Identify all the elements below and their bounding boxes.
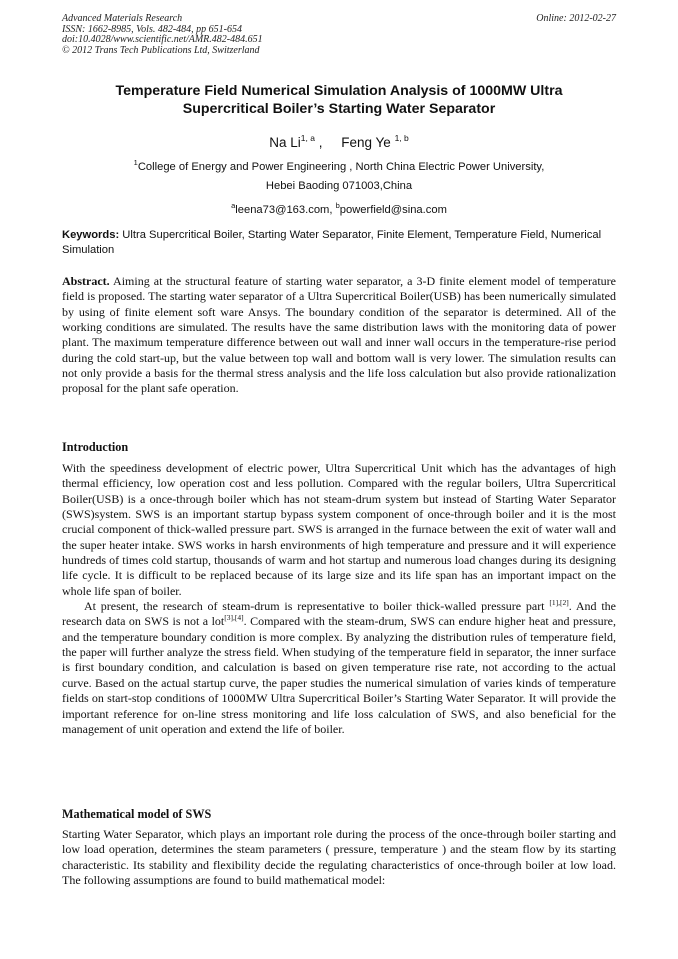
title-line-2: Supercritical Boiler’s Starting Water Separator xyxy=(182,101,496,117)
email-a[interactable]: leena73@163.com, xyxy=(235,204,333,216)
journal-header xyxy=(62,14,616,56)
author-separator: , xyxy=(314,135,323,150)
paper-title xyxy=(62,82,616,118)
intro-paragraph-1: With the speediness development of electric power, Ultra Supercritical Unit which has the advantages of high thermal efficiency, low operation cost and less pollution. Compared with the regular boilers, Ultra Supercritical Boiler(USB) is a once-through boiler which has not steam-drum system but instead of Starting Water Separator (SWS)system. SWS is an important startup bypass system component of once-through boiler and it is the most crucial component of thick-walled pressure part. SWS is arranged in the furnace between the exit of water wall and the super heater intake. SWS works in harsh environments of high temperature and pressure and it will experience hundreds of times cold startup, thousands of warm and hot startup and numerous load changes during its designing life cycle. It is difficult to be replaced because of its large size and its life span has an important impact on the whole life span of boiler. xyxy=(62,461,616,598)
doi-line[interactable]: doi:10.4028/www.scientific.net/AMR.482-484.651 xyxy=(62,34,263,46)
journal-name: Advanced Materials Research xyxy=(62,13,183,24)
abstract-text: Aiming at the structural feature of starting water separator, a 3-D finite element model of temperature field is proposed. The starting water separator of a Ultra Supercritical Boiler(USB) has been numerically simulated by using of finite element soft ware Ansys. The boundary condition of the separator is determined. All of the working conditions are simulated. The results have the same distribution laws with the monitoring data of power plant. The maximum temperature difference between out wall and inner wall occurs in the temperature-rise period during the cold start-up, but the value between top wall and bottom wall is very lower. The simulation results can not only provide a basis for the thermal stress analysis and the life loss calculation but also provide rationalization proposal for the plant safe operation. xyxy=(62,274,616,396)
keywords-label: Keywords: xyxy=(62,229,120,241)
keywords xyxy=(62,228,616,258)
email-b-sup: b xyxy=(335,201,340,210)
citation-3-4: [3],[4] xyxy=(224,613,244,623)
title-line-1: Temperature Field Numerical Simulation Analysis of 1000MW Ultra xyxy=(115,83,563,99)
intro-paragraph-2 xyxy=(62,599,616,737)
author-list xyxy=(62,133,616,150)
email-line xyxy=(62,201,616,216)
intro-p2-text-c: . Compared with the steam-drum, SWS can endure higher heat and pressure, and the temperature boundary condition is more complex. By analyzing the distribution rules of temperature field, the paper will further analyze the stress field. When studying of the temperature field in separator, the inner surface is first boundary condition, and calculation is based on given temperature rise rate, not according to the actual curve. Based on the actual startup curve, the paper studies the numerical simulation of varies kinds of temperature fields on start-stop conditions of 1000MW Ultra Supercritical Boiler’s Starting Water Separator. It will provide the important reference for on-line stress monitoring and life loss calculation of SWS, and also beneficial for the management of unit operation and extend the life of boiler. xyxy=(62,614,616,736)
math-model-body xyxy=(62,827,616,888)
introduction-body xyxy=(62,461,616,737)
issn-line: ISSN: 1662-8985, Vols. 482-484, pp 651-654 xyxy=(62,23,242,35)
intro-p2-text-b: . And the research data on SWS is not a lot xyxy=(62,599,616,629)
online-date: Online: 2012-02-27 xyxy=(536,13,616,24)
citation-1-2: [1],[2] xyxy=(549,598,569,608)
math-model-heading: Mathematical model of SWS xyxy=(62,807,212,821)
math-paragraph-1: Starting Water Separator, which plays an important role during the process of the once-through boiler starting and low load operation, determines the steam parameters ( pressure, temperature ) and the steam flow by its starting characteristic. Its stability and flexibility decide the regulating characteristics of once-through boiler at low load. The following assumptions are found to build mathematical model: xyxy=(62,827,616,888)
abstract xyxy=(62,274,616,397)
affiliation-line-2: Hebei Baoding 071003,China xyxy=(265,180,413,192)
copyright-line: © 2012 Trans Tech Publications Ltd, Switzerland xyxy=(62,44,260,56)
author-1-name: Na Li xyxy=(269,135,301,150)
author-1-sup: 1, a xyxy=(300,133,315,143)
author-2-name: Feng Ye xyxy=(341,135,391,150)
affiliation-sup: 1 xyxy=(133,158,138,167)
email-b[interactable]: powerfield@sina.com xyxy=(339,204,447,216)
affiliation-line-1 xyxy=(62,158,616,173)
keywords-text: Ultra Supercritical Boiler, Starting Water Separator, Finite Element, Temperature Field, Numerical Simulation xyxy=(62,229,602,256)
introduction-heading: Introduction xyxy=(62,440,129,454)
author-2-sup: 1, b xyxy=(394,133,409,143)
affiliation-text-1: College of Energy and Power Engineering , North China Electric Power University, xyxy=(137,161,545,173)
intro-p2-text-a: At present, the research of steam-drum is representative to boiler thick-walled pressure part xyxy=(84,599,550,614)
email-a-sup: a xyxy=(231,201,236,210)
abstract-label: Abstract. xyxy=(62,274,110,288)
